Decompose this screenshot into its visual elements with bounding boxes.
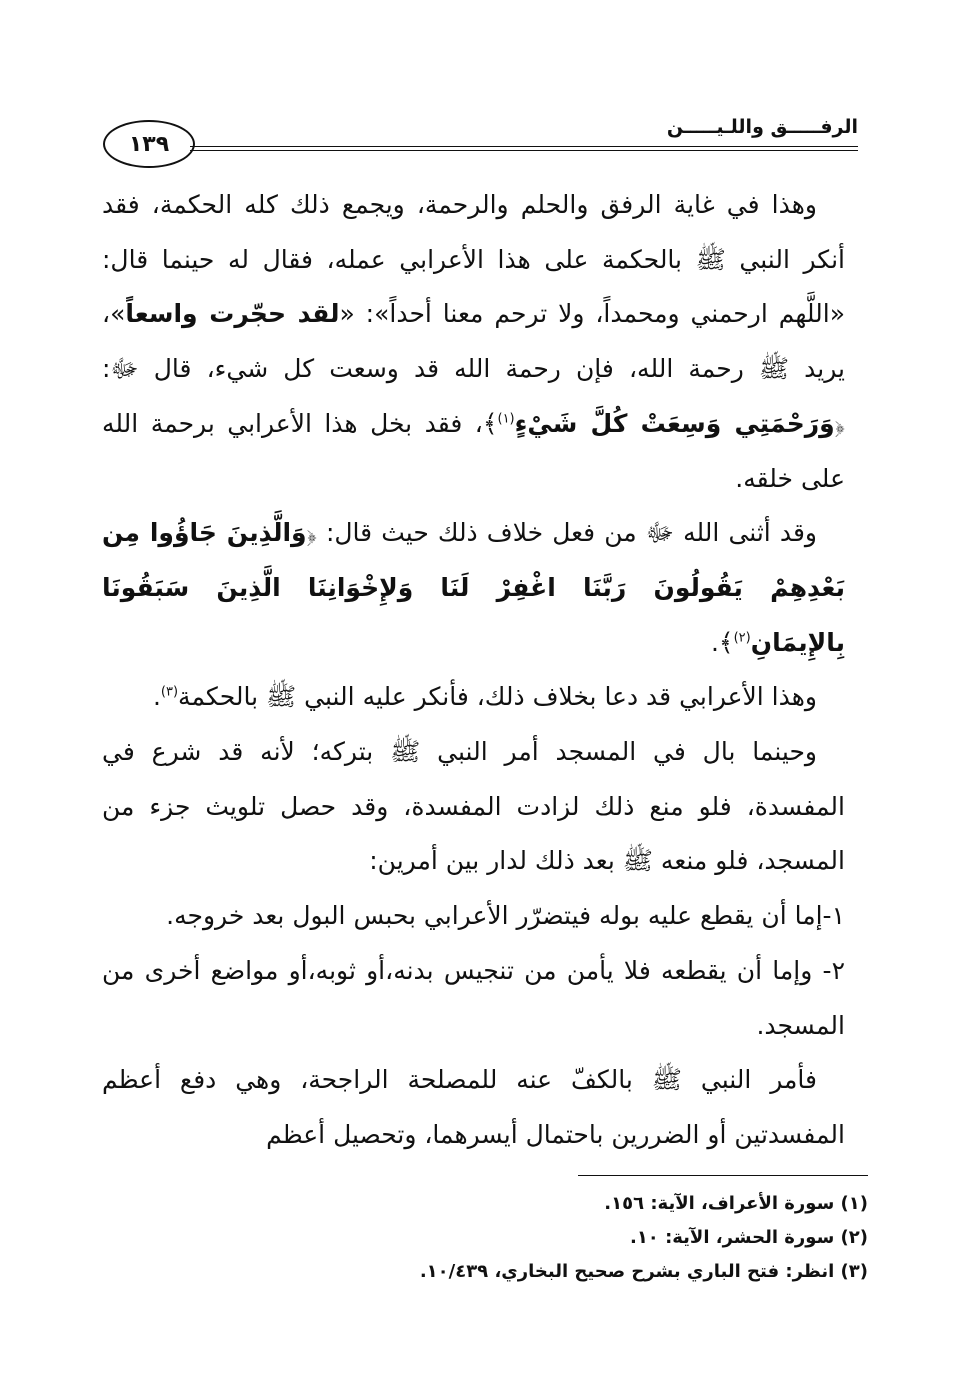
- header-rule-thin: [190, 150, 858, 151]
- paragraph-2-end: ﴾.: [710, 627, 734, 657]
- paragraph-2: [102, 506, 845, 670]
- list-item-2: ٢- وإما أن يقطعه فلا يأمن من تنجيس بدنه،أو ثوبه،أو مواضع أخرى من المسجد.: [102, 955, 845, 1040]
- footnote-ref-1[interactable]: (١): [497, 411, 515, 427]
- footnotes: [300, 1187, 868, 1289]
- paragraph-4: وحينما بال في المسجد أمر النبي ﷺ بتركه؛ لأنه قد شرع في المفسدة، فلو منع ذلك لزادت المفسدة، وقد حصل تلويث جزء من المسجد، فلو منعه ﷺ بعد ذلك لدار بين أمرين:: [102, 737, 845, 876]
- paragraph-1-end: ﴾، فقد بخل هذا الأعرابي برحمة الله على خلقه.: [102, 408, 845, 493]
- paragraph-1: [102, 178, 845, 506]
- header-rule: [190, 146, 858, 147]
- paragraph-3: [102, 670, 845, 725]
- footnote-ref-3[interactable]: (٣): [160, 685, 179, 700]
- paragraph-1-text: وهذا في غاية الرفق والحلم والرحمة، ويجمع ذلك كله الحكمة، فقد أنكر النبي ﷺ بالحكمة على هذا الأعرابي عمله، فقال له حينما قال: «اللَّهم ارحمني ومحمداً، ولا ترحم معنا أحداً»: «: [102, 190, 845, 329]
- list-item-1: ١-إما أن يقطع عليه بوله فيتضرّر الأعرابي بحبس البول بعد خروجه.: [166, 901, 845, 931]
- footnote-3: (٣) انظر: فتح الباري بشرح صحيح البخاري، ١٠/٤٣٩.: [419, 1261, 868, 1282]
- paragraph-3-text: وهذا الأعرابي قد دعا بخلاف ذلك، فأنكر عليه النبي ﷺ بالحكمة: [178, 682, 817, 712]
- footnote-rule: [578, 1175, 868, 1176]
- quran-verse-1: وَرَحْمَتِي وَسِعَتْ كُلَّ شَيْءٍ: [514, 408, 835, 438]
- hadith-quote: لقد حجّرت واسعاً: [125, 299, 340, 329]
- paragraph-3-end: .: [152, 682, 161, 712]
- main-text: [102, 178, 845, 1163]
- footnote-2: (٢) سورة الحشر، الآية: ١٠.: [629, 1227, 868, 1248]
- paragraph-5: فأمر النبي ﷺ بالكفّ عنه للمصلحة الراجحة، وهي دفع أعظم المفسدتين أو الضررين باحتمال أيسرهما، وتحصيل أعظم: [102, 1065, 845, 1149]
- page-number: ١٣٩: [103, 120, 195, 168]
- running-title: الرفـــــق واللـيـــــن: [666, 116, 858, 138]
- footnote-ref-2[interactable]: (٢): [733, 630, 751, 646]
- paragraph-1-cont: »، يريد ﷺ رحمة الله، فإن رحمة الله قد وسعت كل شيء، قال ﷻ: ﴿: [102, 299, 845, 438]
- quran-verse-2: وَالَّذِينَ جَاؤُوا مِن بَعْدِهِمْ يَقُولُونَ رَبَّنَا اغْفِرْ لَنَا وَلإِخْوَانِنَا الَّذِينَ سَبَقُونَا بِالإِيمَانِ: [102, 518, 845, 657]
- footnote-1: (١) سورة الأعراف، الآية: ١٥٦.: [604, 1193, 868, 1214]
- paragraph-2-text: وقد أثنى الله ﷻ من فعل خلاف ذلك حيث قال: ﴿: [306, 518, 817, 548]
